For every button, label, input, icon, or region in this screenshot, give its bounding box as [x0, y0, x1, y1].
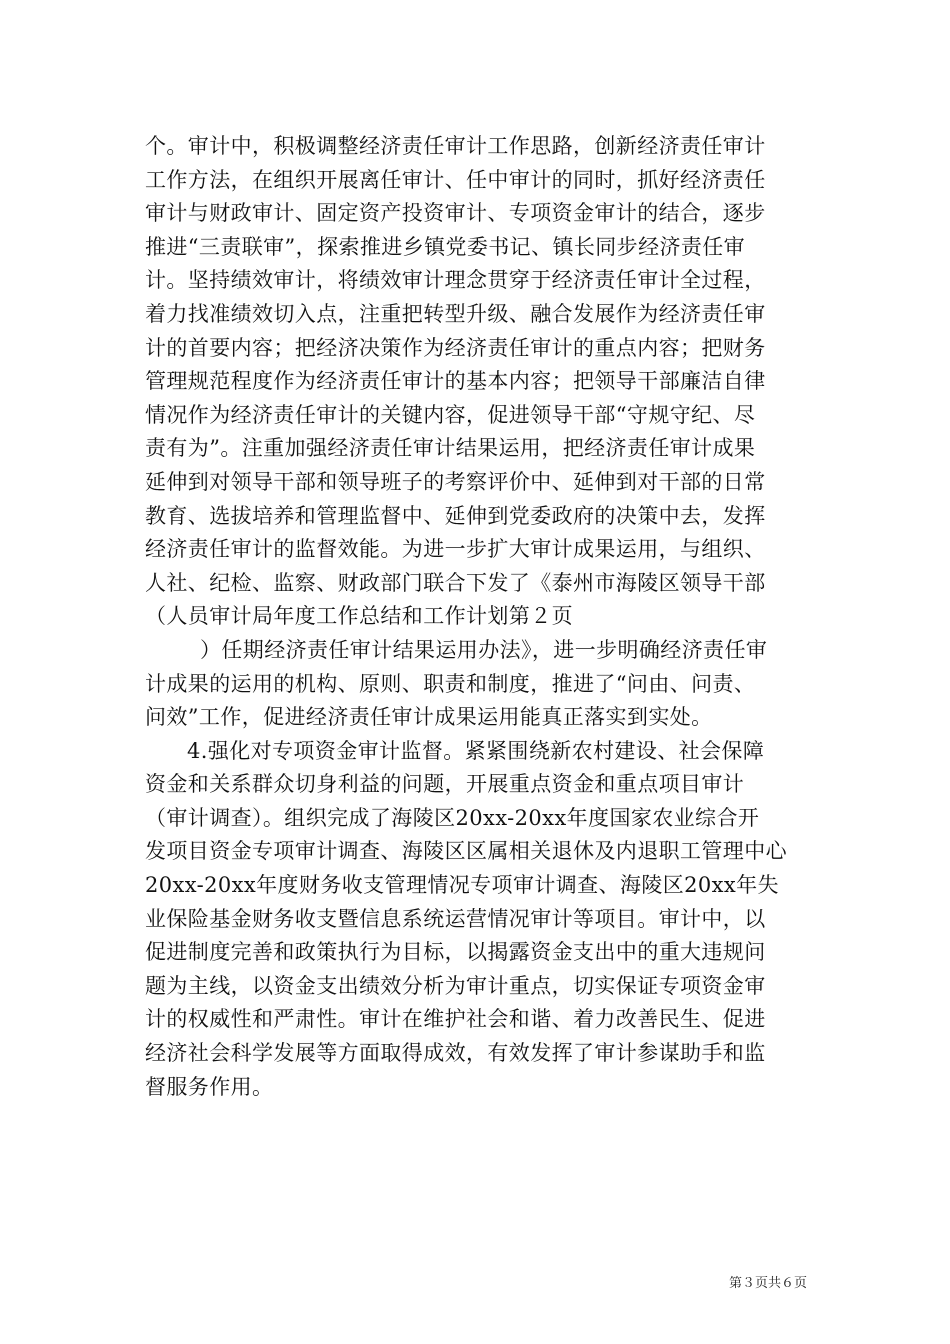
text-line: 计的权威性和严肃性。审计在维护社会和谐、着力改善民生、促进: [145, 1007, 766, 1032]
interrupting-page-header-line: （人员审计局年度工作总结和工作计划第２页: [145, 604, 573, 629]
text-line: 计的首要内容；把经济决策作为经济责任审计的重点内容；把财务: [145, 335, 766, 360]
text-line: 计。坚持绩效审计，将绩效审计理念贯穿于经济责任审计全过程，: [145, 268, 766, 293]
text-line: 20xx-20xx年度财务收支管理情况专项审计调查、海陵区20xx年失: [145, 873, 779, 898]
text-line: 延伸到对领导干部和领导班子的考察评价中、延伸到对干部的日常: [145, 469, 766, 494]
text-line: 计成果的运用的机构、原则、职责和制度，推进了“问由、问责、: [145, 671, 756, 696]
section-heading-line: 4.强化对专项资金审计监督。紧紧围绕新农村建设、社会保障: [187, 738, 765, 763]
text-line: 推进“三责联审”，探索推进乡镇党委书记、镇长同步经济责任审: [145, 234, 746, 259]
text-line: 审计与财政审计、固定资产投资审计、专项资金审计的结合，逐步: [145, 201, 766, 226]
text-line: 题为主线，以资金支出绩效分析为审计重点，切实保证专项资金审: [145, 973, 766, 998]
text-line: 资金和关系群众切身利益的问题，开展重点资金和重点项目审计: [145, 772, 745, 797]
text-line: 发项目资金专项审计调查、海陵区区属相关退休及内退职工管理中心: [145, 839, 787, 864]
text-line: 管理规范程度作为经济责任审计的基本内容；把领导干部廉洁自律: [145, 369, 766, 394]
text-line: 业保险基金财务收支暨信息系统运营情况审计等项目。审计中，以: [145, 906, 766, 931]
text-line: （审计调查）。组织完成了海陵区20xx-20xx年度国家农业综合开: [145, 805, 760, 830]
text-line: 促进制度完善和政策执行为目标，以揭露资金支出中的重大违规问: [145, 940, 766, 965]
text-line: ）任期经济责任审计结果运用办法》，进一步明确经济责任审: [200, 637, 768, 662]
text-line: 情况作为经济责任审计的关键内容，促进领导干部“守规守纪、尽: [145, 402, 756, 427]
text-line: 个。审计中，积极调整经济责任审计工作思路，创新经济责任审计: [145, 134, 766, 158]
text-line: 经济社会科学发展等方面取得成效，有效发挥了审计参谋助手和监: [145, 1041, 766, 1066]
page-footer: 第３页共６页: [728, 1276, 807, 1291]
text-line: 督服务作用。: [145, 1074, 274, 1099]
text-line: 教育、选拔培养和管理监督中、延伸到党委政府的决策中去，发挥: [145, 503, 766, 528]
text-line: 问效”工作，促进经济责任审计成果运用能真正落实到实处。: [145, 705, 713, 730]
body-text: [145, 130, 809, 1104]
text-line: 工作方法，在组织开展离任审计、任中审计的同时，抓好经济责任: [145, 167, 766, 192]
text-line: 人社、纪检、监察、财政部门联合下发了《泰州市海陵区领导干部: [145, 570, 766, 595]
text-line: 责有为”。注重加强经济责任审计结果运用，把经济责任审计成果: [145, 436, 756, 461]
text-line: 经济责任审计的监督效能。为进一步扩大审计成果运用，与组织、: [145, 537, 766, 562]
text-line: 着力找准绩效切入点，注重把转型升级、融合发展作为经济责任审: [145, 301, 766, 326]
